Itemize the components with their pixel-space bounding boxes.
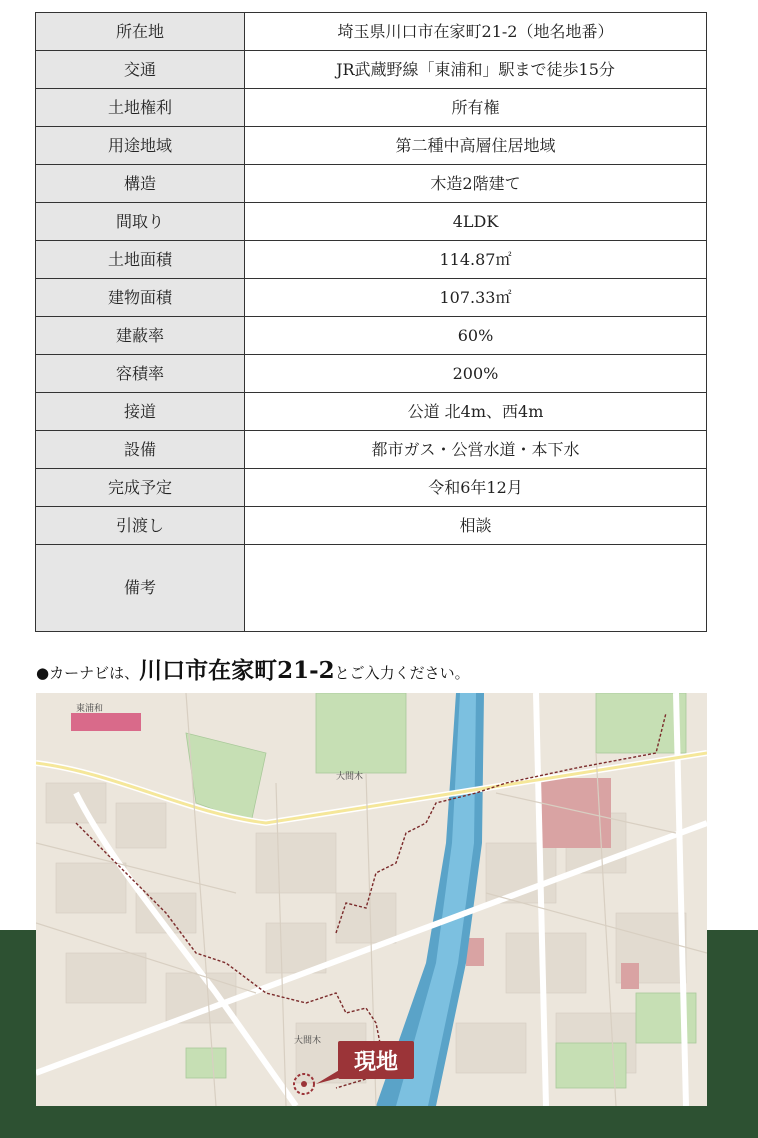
spec-value: 200%	[245, 355, 707, 393]
spec-label: 交通	[36, 51, 245, 89]
spec-row	[36, 279, 707, 317]
spec-value: JR武蔵野線「東浦和」駅まで徒歩15分	[245, 51, 707, 89]
spec-row	[36, 127, 707, 165]
car-navi-note	[36, 652, 470, 685]
spec-label: 容積率	[36, 355, 245, 393]
spec-row	[36, 13, 707, 51]
spec-value: 60%	[245, 317, 707, 355]
spec-label: 間取り	[36, 203, 245, 241]
spec-row	[36, 469, 707, 507]
spec-label: 用途地域	[36, 127, 245, 165]
spec-row	[36, 393, 707, 431]
spec-label: 建物面積	[36, 279, 245, 317]
spec-label: 引渡し	[36, 507, 245, 545]
spec-label: 接道	[36, 393, 245, 431]
site-marker-icon	[292, 1072, 316, 1096]
spec-label: 構造	[36, 165, 245, 203]
navi-address: 川口市在家町21-2	[139, 657, 335, 684]
spec-label: 土地面積	[36, 241, 245, 279]
spec-value: 相談	[245, 507, 707, 545]
property-spec-table	[35, 12, 707, 632]
spec-value: 都市ガス・公営水道・本下水	[245, 431, 707, 469]
spec-label: 完成予定	[36, 469, 245, 507]
spec-row	[36, 317, 707, 355]
map-label-station: 東浦和	[76, 704, 104, 714]
spec-row	[36, 203, 707, 241]
spec-value	[245, 545, 707, 632]
spec-value: 107.33㎡	[245, 279, 707, 317]
spec-label: 土地権利	[36, 89, 245, 127]
spec-value: 公道 北4m、西4m	[245, 393, 707, 431]
spec-label: 建蔽率	[36, 317, 245, 355]
spec-row	[36, 545, 707, 632]
spec-label: 所在地	[36, 13, 245, 51]
spec-row	[36, 165, 707, 203]
spec-value: 木造2階建て	[245, 165, 707, 203]
spec-value: 所有権	[245, 89, 707, 127]
navi-prefix: ●カーナビは、	[36, 664, 140, 682]
spec-label: 設備	[36, 431, 245, 469]
spec-row	[36, 89, 707, 127]
navi-suffix: とご入力ください。	[334, 664, 470, 682]
map-label-omagi-2: 大間木	[294, 1036, 322, 1046]
spec-value: 埼玉県川口市在家町21-2（地名地番）	[245, 13, 707, 51]
spec-row	[36, 241, 707, 279]
site-label: 現地	[338, 1041, 414, 1079]
spec-row	[36, 431, 707, 469]
spec-row	[36, 355, 707, 393]
spec-row	[36, 507, 707, 545]
spec-value: 114.87㎡	[245, 241, 707, 279]
spec-value: 令和6年12月	[245, 469, 707, 507]
spec-label: 備考	[36, 545, 245, 632]
spec-value: 4LDK	[245, 203, 707, 241]
spec-row	[36, 51, 707, 89]
spec-value: 第二種中高層住居地域	[245, 127, 707, 165]
map-label-omagi-1: 大間木	[336, 772, 364, 782]
